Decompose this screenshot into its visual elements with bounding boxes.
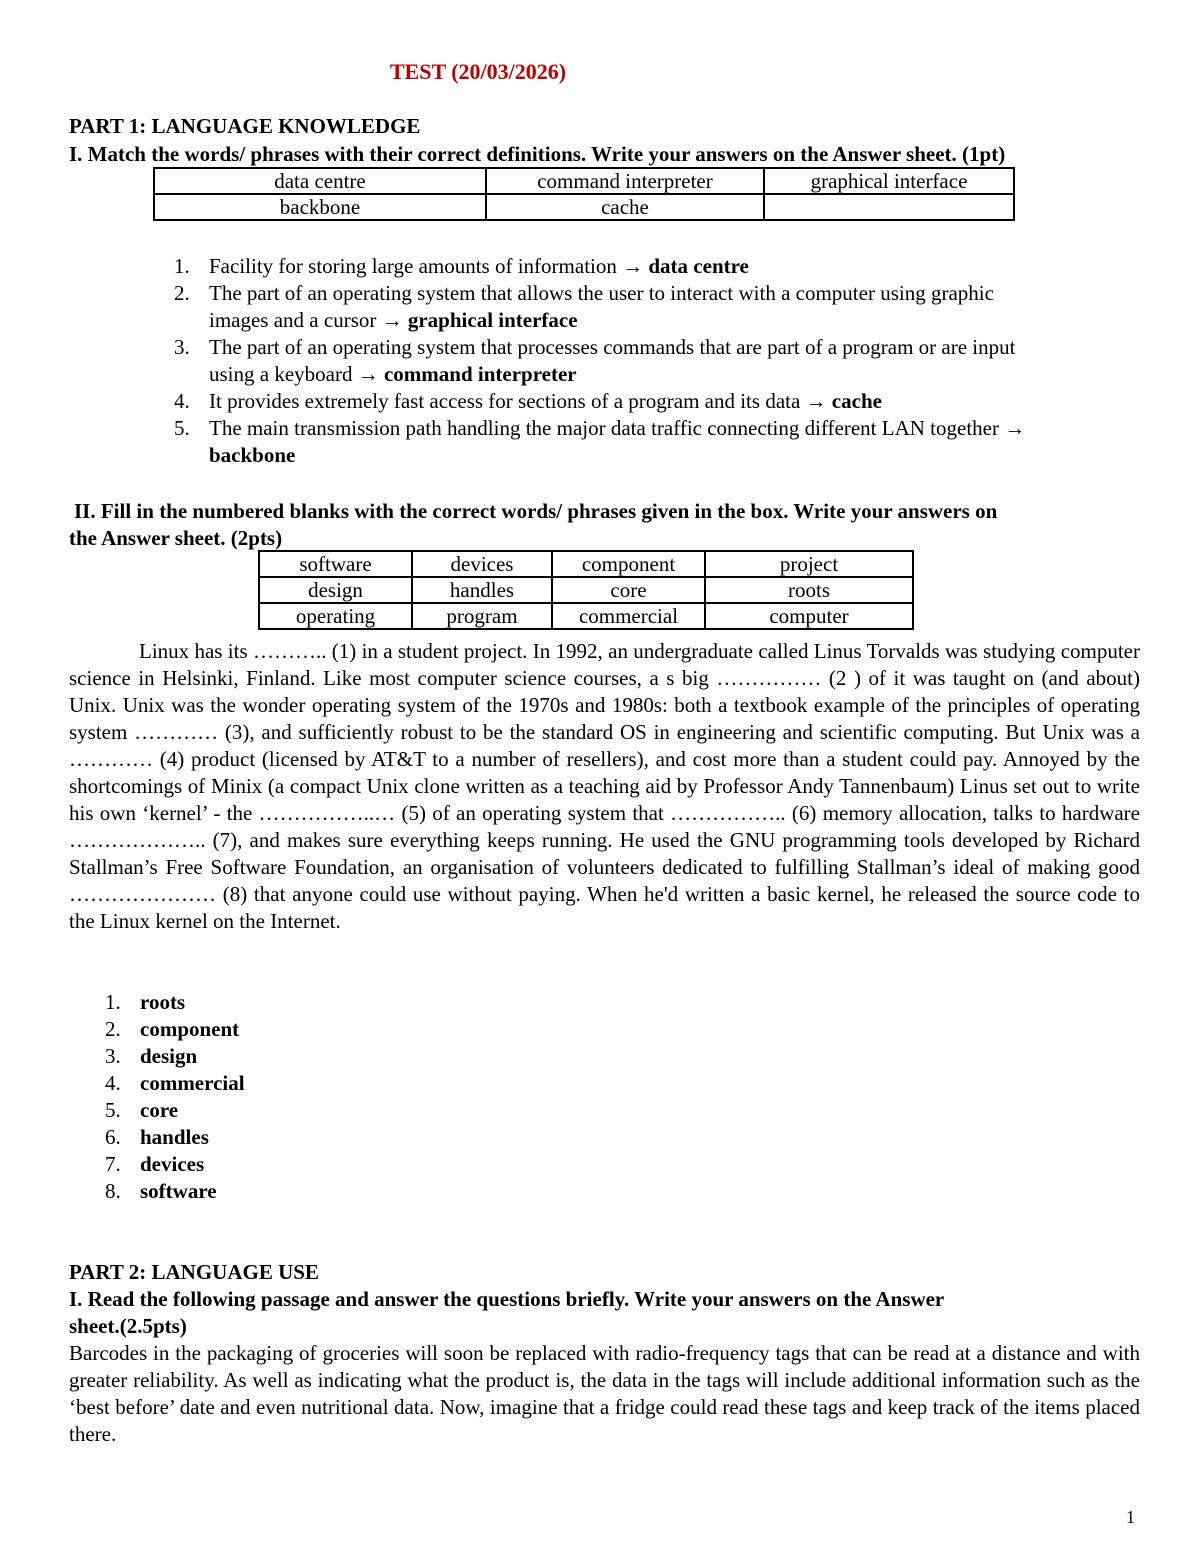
word-box-cell: cache — [486, 194, 764, 220]
item-number: 2. — [105, 1017, 121, 1041]
answer-word: commercial — [140, 1071, 245, 1095]
word-box-cell: handles — [412, 577, 552, 603]
definition-answer: graphical interface — [407, 308, 578, 332]
list-item — [105, 1070, 540, 1097]
definition-answer: command interpreter — [383, 362, 577, 386]
item-number: 3. — [105, 1044, 121, 1068]
definitions-list — [174, 253, 1129, 469]
word-box-1 — [153, 167, 1015, 221]
word-box-cell: backbone — [154, 194, 486, 220]
list-item — [174, 334, 1129, 388]
word-box-cell: roots — [705, 577, 913, 603]
part2-sec1-instruction-cont: sheet.(2.5pts) — [69, 1314, 187, 1338]
word-box-cell: design — [259, 577, 412, 603]
linux-passage: Linux has its ……….. (1) in a student project. In 1992, an undergraduate called Linus Torvalds was studying computer science in Helsinki, Finland. Like most computer science courses, a s big …………… (2 ) of it was taught on (and about) Unix. Unix was the wonder operating system of the 1970s and 1980s: both a textbook example of the principles of operating system ………… (3), and sufficiently robust to be the standard OS in engineering and scientific computing. But Unix was a ………… (4) product (licensed by AT&T to a number of resellers), and cost more than a student could pay. Annoyed by the shortcomings of Minix (a compact Unix clone written as a teaching aid by Professor Andy Tannenbaum) Linus set out to write his own ‘kernel’ - the ……………..… (5) of an operating system that …………….. (6) memory allocation, talks to hardware ……………….. (7), and makes sure everything keeps running. He used the GNU programming tools developed by Richard Stallman’s Free Software Foundation, an organisation of volunteers dedicated to fulfilling Stallman’s ideal of making good ………………… (8) that anyone could use without paying. When he'd written a basic kernel, he released the source code to the Linux kernel on the Internet. — [69, 639, 1140, 933]
word-box-row — [259, 577, 913, 603]
list-item — [105, 1151, 540, 1178]
item-number: 5. — [105, 1098, 121, 1122]
part1-sec1-instruction: I. Match the words/ phrases with their correct definitions. Write your answers on the Answer sheet. (1pt) — [69, 142, 1006, 166]
definition-answer: cache — [831, 389, 882, 413]
item-number: 4. — [105, 1071, 121, 1095]
list-item — [174, 388, 1129, 415]
answer-word: roots — [140, 990, 186, 1014]
definition-text-cont: images and a cursor → — [209, 308, 408, 332]
definition-text: The part of an operating system that allows the user to interact with a computer using graphic — [209, 281, 994, 305]
list-item — [105, 1043, 540, 1070]
definition-answer: backbone — [209, 443, 296, 467]
item-number: 8. — [105, 1179, 121, 1203]
item-number: 3. — [174, 335, 190, 359]
word-box-row — [154, 168, 1014, 194]
word-box-cell: program — [412, 603, 552, 629]
answer-word: design — [140, 1044, 198, 1068]
part2-heading: PART 2: LANGUAGE USE — [69, 1260, 319, 1284]
list-item — [174, 415, 1129, 469]
answer-word: handles — [140, 1125, 209, 1149]
answers-list — [105, 989, 540, 1205]
definition-text-cont: using a keyboard → — [209, 362, 384, 386]
word-box-cell: computer — [705, 603, 913, 629]
list-item — [105, 1016, 540, 1043]
word-box-2 — [258, 550, 914, 630]
word-box-row — [259, 603, 913, 629]
word-box-cell: core — [552, 577, 705, 603]
item-number: 1. — [174, 254, 190, 278]
word-box-cell: component — [552, 551, 705, 577]
word-box-row — [259, 551, 913, 577]
answer-word: devices — [140, 1152, 205, 1176]
page-number: 1 — [1126, 1507, 1135, 1527]
barcode-passage: Barcodes in the packaging of groceries will soon be replaced with radio-frequency tags that can be read at a distance and with greater reliability. As well as indicating what the product is, the data in the tags will include additional information such as the ‘best before’ date and even nutritional data. Now, imagine that a fridge could read these tags and keep track of the items placed there. — [69, 1341, 1140, 1446]
word-box-cell: project — [705, 551, 913, 577]
item-number: 2. — [174, 281, 190, 305]
part2-sec1-instruction: I. Read the following passage and answer the questions briefly. Write your answers on the Answer — [69, 1287, 945, 1311]
definition-text: The main transmission path handling the major data traffic connecting different LAN together → — [209, 416, 1026, 440]
word-box-row — [154, 194, 1014, 220]
word-box-cell: command interpreter — [486, 168, 764, 194]
word-box-cell: devices — [412, 551, 552, 577]
item-number: 7. — [105, 1152, 121, 1176]
item-number: 5. — [174, 416, 190, 440]
word-box-cell: commercial — [552, 603, 705, 629]
word-box-cell: software — [259, 551, 412, 577]
definition-text: The part of an operating system that processes commands that are part of a program or are input — [209, 335, 1016, 359]
item-number: 4. — [174, 389, 190, 413]
answer-word: component — [140, 1017, 240, 1041]
word-box-cell: data centre — [154, 168, 486, 194]
test-title: TEST (20/03/2026) — [389, 59, 567, 84]
word-box-cell: operating — [259, 603, 412, 629]
word-box-cell: graphical interface — [764, 168, 1014, 194]
part1-heading: PART 1: LANGUAGE KNOWLEDGE — [69, 114, 421, 138]
answer-word: software — [140, 1179, 217, 1203]
list-item — [174, 280, 1129, 334]
list-item — [105, 1124, 540, 1151]
item-number: 1. — [105, 990, 121, 1014]
item-number: 6. — [105, 1125, 121, 1149]
part1-sec2-instruction: II. Fill in the numbered blanks with the correct words/ phrases given in the box. Write your answers on — [74, 499, 998, 523]
part1-sec2-instruction-cont: the Answer sheet. (2pts) — [69, 526, 283, 550]
answer-word: core — [140, 1098, 179, 1122]
definition-answer: data centre — [648, 254, 749, 278]
word-box-cell — [764, 194, 1014, 220]
definition-text: It provides extremely fast access for sections of a program and its data → — [209, 389, 832, 413]
list-item — [105, 1178, 540, 1205]
list-item — [105, 989, 540, 1016]
list-item — [105, 1097, 540, 1124]
definition-text: Facility for storing large amounts of information → — [209, 254, 649, 278]
list-item — [174, 253, 1129, 280]
